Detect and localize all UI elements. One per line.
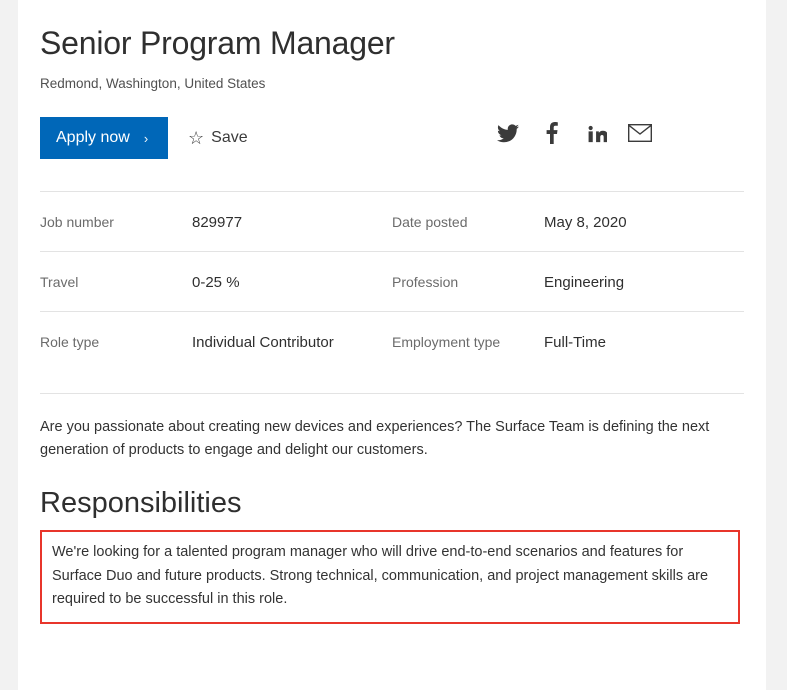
responsibilities-heading: Responsibilities [40,487,242,520]
job-location: Redmond, Washington, United States [40,76,266,92]
job-facts-grid [40,192,744,371]
action-row [40,117,744,159]
fact-row [40,192,392,252]
responsibilities-text: We're looking for a talented program manager who will drive end-to-end scenarios and features for Surface Duo and future products. Strong technical, communication, and project management skills are required to be successful in this role. [52,544,709,607]
save-label: Save [211,129,248,147]
fact-label: Profession [392,274,459,291]
responsibilities-highlight-box [40,530,740,624]
fact-label: Employment type [392,334,501,351]
fact-label: Role type [40,334,100,351]
fact-value: 829977 [192,214,243,232]
job-posting-card [18,0,766,690]
email-icon[interactable] [628,121,652,145]
save-button[interactable] [188,129,248,147]
fact-value: Engineering [544,274,625,292]
page-title: Senior Program Manager [40,25,395,61]
divider [40,393,744,394]
social-share-group [496,121,652,145]
fact-label: Job number [40,214,114,231]
fact-row [40,252,392,312]
star-icon: ☆ [188,128,205,149]
linkedin-icon[interactable] [584,121,608,145]
twitter-icon[interactable] [496,121,520,145]
job-intro-text: Are you passionate about creating new devices and experiences? The Surface Team is defining the next generation of products to engage and delight our customers. [40,419,710,458]
fact-value: Individual Contributor [192,334,334,352]
fact-row [392,192,744,252]
fact-label: Date posted [392,214,468,231]
chevron-right-icon: › [143,130,149,146]
fact-row [392,252,744,312]
apply-now-button[interactable] [40,117,168,159]
fact-label: Travel [40,274,79,291]
fact-row [40,312,392,371]
fact-value: May 8, 2020 [544,214,627,232]
fact-row [392,312,744,371]
apply-now-label: Apply now [56,129,130,147]
fact-value: Full-Time [544,334,606,352]
fact-value: 0-25 % [192,274,240,292]
facebook-icon[interactable] [540,121,564,145]
